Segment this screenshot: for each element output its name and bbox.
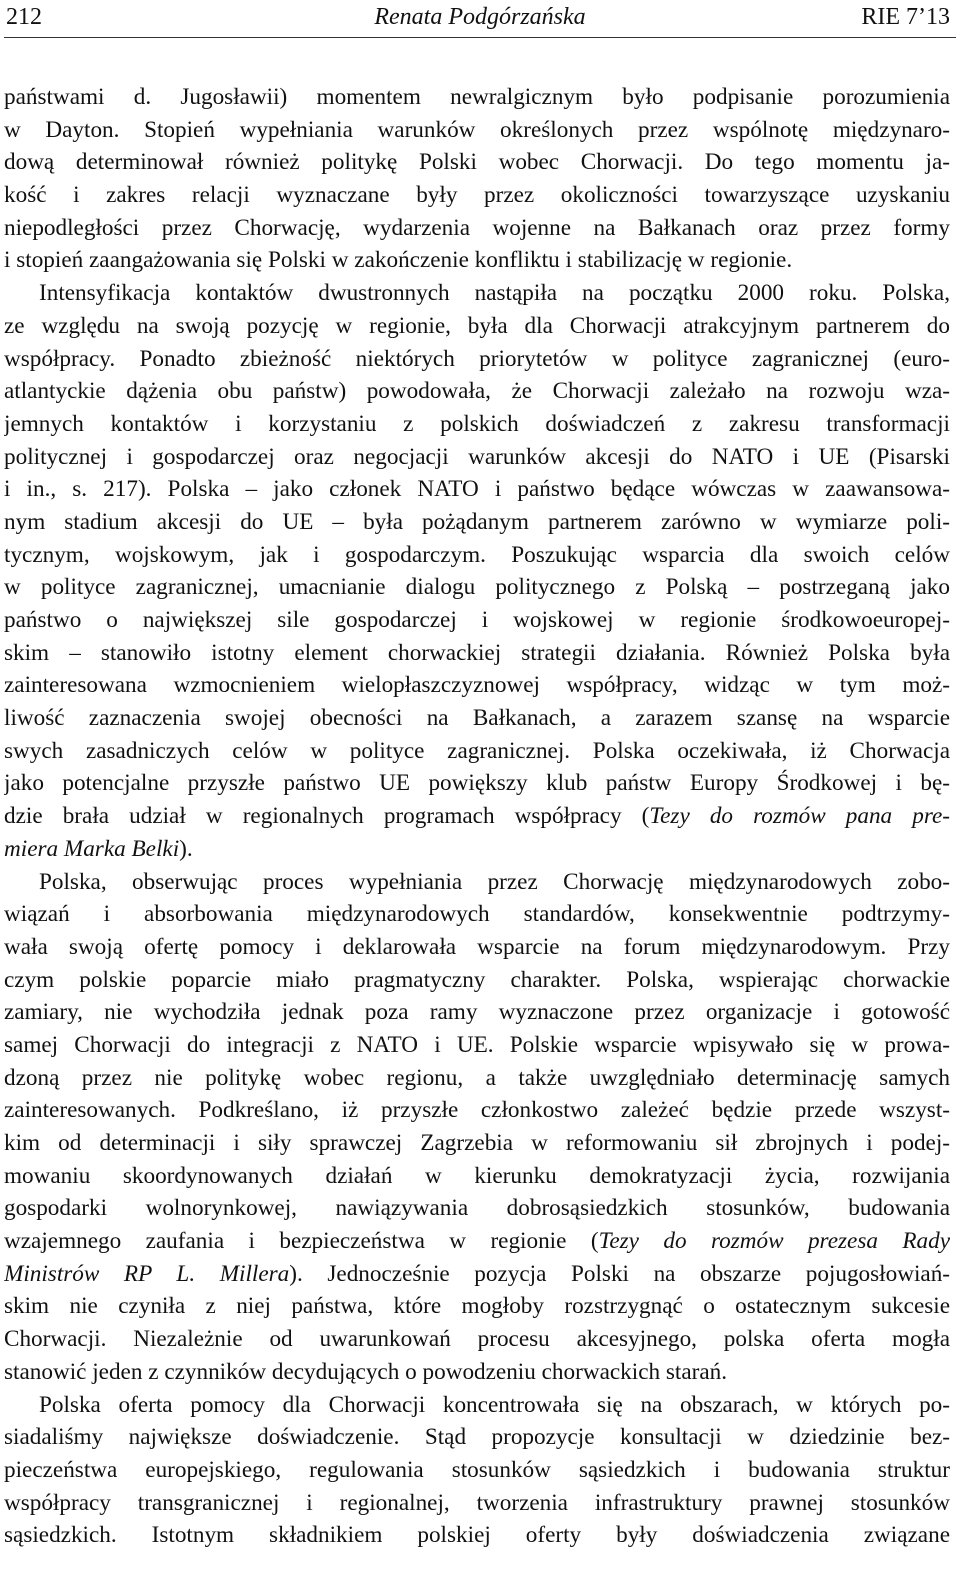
header-rule: [4, 37, 956, 38]
text-line: [4, 1160, 950, 1193]
text-line-content: Chorwacji. Niezależnie od uwarunkowań procesu akcesyjnego, polska oferta mogła: [4, 1326, 950, 1353]
text-line-content: jemnych kontaktów i korzystaniu z polskich doświadczeń z zakresu transformacji: [4, 410, 950, 437]
text-line-content: zainteresowanych. Podkreślano, iż przyszłe członkostwo zależeć będzie przede wszyst-: [4, 1097, 950, 1124]
text-line: [4, 669, 950, 702]
text-line: [4, 1421, 950, 1454]
text-line: [4, 277, 950, 310]
text-line-content: pieczeństwa europejskiego, regulowania stosunków sąsiedzkich i budowania struktur: [4, 1456, 950, 1483]
italic-citation: Tezy do rozmów pana pre-: [649, 803, 950, 830]
text-line-continuation: ).: [179, 835, 193, 862]
text-line-content: skim – stanowiło istotny element chorwackiej strategii działania. Również Polska była: [4, 639, 950, 666]
text-line: [4, 1323, 950, 1356]
text-line-content: siadaliśmy największe doświadczenie. Stąd propozycje konsultacji w dziedzinie bez-: [4, 1424, 950, 1451]
text-line-content: wiązań i absorbowania międzynarodowych standardów, konsekwentnie podtrzymy-: [4, 901, 950, 928]
text-line-content: dzoną przez nie politykę wobec regionu, a także uwzględniało determinację samych: [4, 1064, 950, 1091]
text-line: [4, 1389, 950, 1422]
text-line: [4, 637, 950, 670]
text-line: [4, 473, 950, 506]
italic-citation: Tezy do rozmów prezesa Rady: [598, 1228, 950, 1255]
text-line: [4, 81, 950, 114]
italic-citation: Ministrów RP L. Millera: [4, 1260, 290, 1287]
text-line-content: samej Chorwacji do integracji z NATO i UE. Polskie wsparcie wpisywało się w prowa-: [4, 1031, 950, 1058]
running-header-journal: RIE 7’13: [861, 4, 950, 30]
text-line-content: politycznej i gospodarczej oraz negocjacji warunków akcesji do NATO i UE (Pisarski: [4, 443, 950, 470]
text-line: [4, 1519, 950, 1552]
text-line-content: współpracy. Ponadto zbieżność niektórych priorytetów w polityce zagranicznej (euro-: [4, 345, 950, 372]
text-line-content: dzie brała udział w regionalnych programach współpracy (: [4, 803, 650, 830]
text-line: [4, 1454, 950, 1487]
text-line: [4, 441, 950, 474]
text-line-content: zamiary, nie wychodziła jednak poza ramy wyznaczone przez organizacje i gotowość: [4, 999, 950, 1026]
text-line-content: sąsiedzkich. Istotnym składnikiem polskiej oferty były doświadczenia związane: [4, 1522, 950, 1549]
page-number: 212: [6, 4, 42, 30]
text-line: [4, 735, 950, 768]
text-line: [4, 833, 950, 866]
text-line: [4, 506, 950, 539]
text-line: [4, 1094, 950, 1127]
text-line-content: Polska, obserwując proces wypełniania przez Chorwację międzynarodowych zobo-: [39, 868, 950, 895]
text-line: [4, 212, 950, 245]
text-line-content: kość i zakres relacji wyznaczane były przez okoliczności towarzyszące uzyskaniu: [4, 182, 950, 209]
text-line-content: jako potencjalne przyszłe państwo UE powiększy klub państw Europy Środkowej i bę-: [4, 770, 950, 797]
text-line-content: kim od determinacji i siły sprawczej Zagrzebia w reformowaniu sił zbrojnych i podej-: [4, 1130, 950, 1156]
text-line: [4, 343, 950, 376]
text-line-content: Polska oferta pomocy dla Chorwacji koncentrowała się na obszarach, w których po-: [39, 1391, 950, 1418]
text-line: [4, 1356, 950, 1389]
text-line-content: wała swoją ofertę pomocy i deklarowała wsparcie na forum międzynarodowym. Przy: [4, 933, 950, 960]
text-line-continuation: ). Jednocześnie pozycja Polski na obszarze pojugosłowiań-: [289, 1260, 950, 1287]
text-line-content: i in., s. 217). Polska – jako członek NATO i państwo będące wówczas w zaawansowa-: [4, 476, 950, 503]
text-line: [4, 310, 950, 343]
text-line: [4, 800, 950, 833]
text-line-content: i stopień zaangażowania się Polski w zakończenie konfliktu i stabilizację w regionie.: [4, 247, 793, 274]
text-line: [4, 1290, 950, 1323]
text-line-content: państwo o największej sile gospodarczej i wojskowej w regionie środkowoeuropej-: [4, 607, 950, 633]
text-line: [4, 604, 950, 637]
text-line-content: stanowić jeden z czynników decydujących o powodzeniu chorwackich starań.: [4, 1358, 728, 1385]
text-line-content: nym stadium akcesji do UE – była pożądanym partnerem zarówno w wymiarze poli-: [4, 508, 950, 535]
text-line: [4, 375, 950, 408]
text-line-content: liwość zaznaczenia swojej obecności na Bałkanach, a zarazem szansę na wsparcie: [4, 705, 950, 732]
italic-citation: miera Marka Belki: [4, 835, 180, 862]
running-header-author: Renata Podgórzańska: [374, 4, 586, 30]
text-line: [4, 1062, 950, 1095]
text-line: [4, 702, 950, 735]
text-line: [4, 408, 950, 441]
text-line-content: skim nie czyniła z niej państwa, które mogłoby rozstrzygnąć o ostatecznym sukcesie: [4, 1293, 950, 1320]
text-line-content: niepodległości przez Chorwację, wydarzenia wojenne na Bałkanach oraz przez formy: [4, 214, 950, 241]
text-line: [4, 964, 950, 997]
text-line: [4, 996, 950, 1029]
text-line-content: tycznym, wojskowym, jak i gospodarczym. Poszukując wsparcia dla swoich celów: [4, 541, 950, 568]
text-line: [4, 898, 950, 931]
text-line: [4, 1225, 950, 1258]
text-line: [4, 539, 950, 572]
text-line-content: zainteresowana wzmocnieniem wielopłaszczyznowej współpracy, widząc w tym moż-: [4, 672, 950, 699]
text-line-content: współpracy transgranicznej i regionalnej, tworzenia infrastruktury prawnej stosunków: [4, 1489, 950, 1516]
text-line: [4, 1192, 950, 1225]
text-line: [4, 1258, 950, 1291]
running-header: [0, 0, 960, 40]
text-line-content: w Dayton. Stopień wypełniania warunków określonych przez wspólnotę międzynaro-: [4, 116, 950, 143]
body-text: [4, 81, 950, 1552]
text-line-content: w polityce zagranicznej, umacnianie dialogu politycznego z Polską – postrzeganą jako: [4, 574, 950, 601]
text-line-content: dową determinował również politykę Polski wobec Chorwacji. Do tego momentu ja-: [4, 149, 950, 176]
text-line: [4, 179, 950, 212]
text-line-content: państwami d. Jugosławii) momentem newralgicznym było podpisanie porozumienia: [4, 84, 950, 110]
text-line: [4, 1487, 950, 1520]
text-line: [4, 866, 950, 899]
text-line: [4, 1029, 950, 1062]
text-line: [4, 931, 950, 964]
text-line: [4, 1127, 950, 1160]
text-line-content: wzajemnego zaufania i bezpieczeństwa w regionie (: [4, 1228, 599, 1255]
text-line-content: mowaniu skoordynowanych działań w kierunku demokratyzacji życia, rozwijania: [4, 1162, 950, 1189]
text-line-content: Intensyfikacja kontaktów dwustronnych nastąpiła na początku 2000 roku. Polska,: [39, 280, 950, 307]
text-line-content: gospodarki wolnorynkowej, nawiązywania dobrosąsiedzkich stosunków, budowania: [4, 1195, 950, 1222]
text-line: [4, 146, 950, 179]
text-line: [4, 767, 950, 800]
text-line-content: swych zasadniczych celów w polityce zagranicznej. Polska oczekiwała, iż Chorwacja: [4, 737, 950, 764]
text-line-content: atlantyckie dążenia obu państw) powodowała, że Chorwacji zależało na rozwoju wza-: [4, 378, 950, 405]
text-line: [4, 244, 950, 277]
text-line: [4, 571, 950, 604]
text-line: [4, 114, 950, 147]
text-line-content: czym polskie poparcie miało pragmatyczny charakter. Polska, wspierając chorwackie: [4, 966, 950, 993]
text-line-content: ze względu na swoją pozycję w regionie, była dla Chorwacji atrakcyjnym partnerem do: [4, 312, 950, 339]
